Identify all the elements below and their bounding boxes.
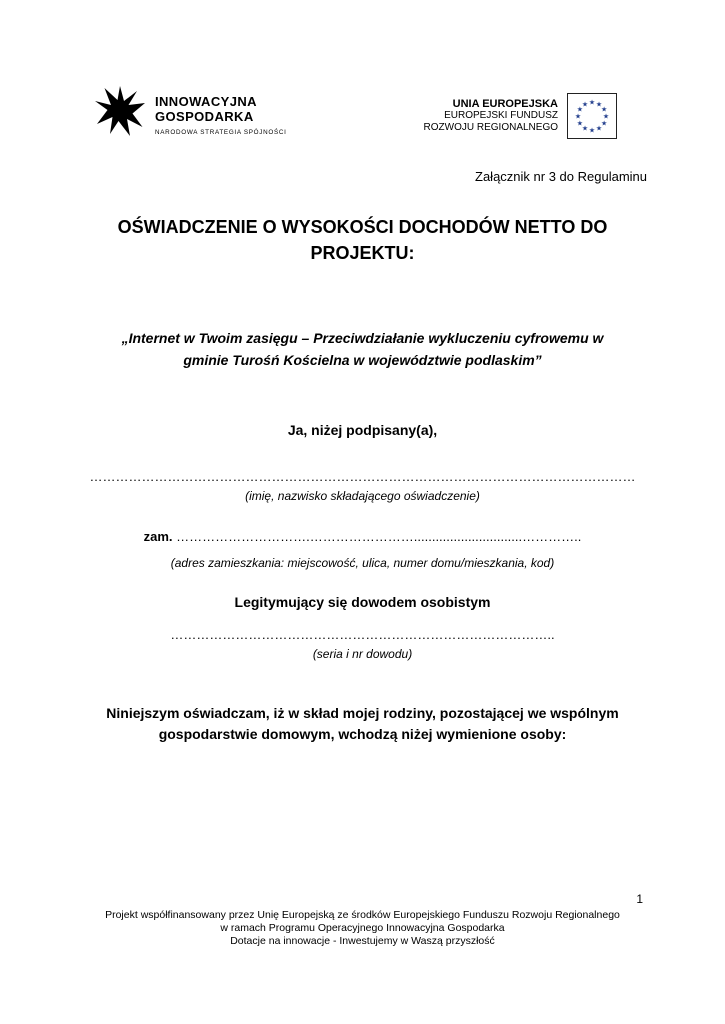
id-fill-line: …………………………………………………………………………….. (170, 627, 555, 642)
address-caption: (adres zamieszkania: miejscowość, ulica, numer domu/mieszkania, kod) (170, 556, 555, 570)
document-title-wrap (0, 214, 725, 266)
eu-logo-line3: ROZWOJU REGIONALNEGO (423, 122, 558, 133)
eu-logo (424, 93, 617, 139)
left-logo-text (155, 86, 287, 136)
eu-flag-icon (567, 93, 617, 139)
svg-text:★: ★ (574, 112, 582, 121)
svg-text:★: ★ (595, 100, 603, 109)
statement-text: Niniejszym oświadczam, iż w skład mojej rodziny, pozostającej we wspólnym gospodarstwie domowym, wchodzą niżej wymienione osoby: (106, 705, 619, 742)
svg-text:★: ★ (581, 100, 589, 109)
page-number: 1 (636, 892, 643, 906)
statement-wrap (0, 703, 725, 745)
eu-logo-line2: EUROPEJSKI FUNDUSZ (444, 110, 558, 121)
address-fill-line: ………………………….……………………..............................………….. (172, 529, 582, 544)
svg-text:★: ★ (576, 105, 584, 114)
svg-text:★: ★ (595, 124, 603, 133)
left-logo-line3: NARODOWA STRATEGIA SPÓJNOŚCI (155, 129, 287, 136)
name-caption: (imię, nazwisko składającego oświadczenie) (245, 489, 480, 503)
svg-text:★: ★ (600, 119, 608, 128)
svg-text:★: ★ (588, 126, 596, 135)
eu-logo-line1: UNIA EUROPEJSKA (452, 98, 558, 110)
address-row (0, 529, 725, 544)
svg-text:★: ★ (588, 98, 596, 107)
footer (0, 909, 725, 948)
id-heading: Legitymujący się dowodem osobistym (234, 594, 491, 610)
document-title: OŚWIADCZENIE O WYSOKOŚCI DOCHODÓW NETTO DO PROJEKTU: (117, 217, 608, 263)
svg-text:★: ★ (581, 124, 589, 133)
left-logo-line1: INNOWACYJNA (155, 94, 257, 109)
name-fill-line: ……………………………………………………………………………………………………………… (89, 469, 636, 484)
footer-line2: w ramach Programu Operacyjnego Innowacyjna Gospodarka (220, 922, 505, 934)
project-title-wrap (0, 327, 725, 371)
svg-text:★: ★ (600, 105, 608, 114)
eu-logo-text (424, 93, 558, 134)
svg-text:★: ★ (602, 112, 610, 121)
svg-text:★: ★ (576, 119, 584, 128)
address-label: zam. (143, 529, 173, 544)
id-caption: (seria i nr dowodu) (312, 647, 413, 661)
declaration-intro: Ja, niżej podpisany(a), (287, 422, 438, 438)
innowacyjna-gospodarka-emblem-icon (95, 86, 145, 136)
attachment-note: Załącznik nr 3 do Regulaminu (475, 169, 647, 184)
footer-line3: Dotacje na innowacje - Inwestujemy w Waszą przyszłość (230, 935, 495, 947)
footer-line1: Projekt współfinansowany przez Unię Europejską ze środków Europejskiego Funduszu Rozwoju Regionalnego (105, 909, 620, 921)
project-title: „Internet w Twoim zasięgu – Przeciwdziałanie wykluczeniu cyfrowemu w gminie Turośń Kościelna w województwie podlaskim” (121, 330, 604, 368)
left-logo-line2: GOSPODARKA (155, 109, 254, 124)
innowacyjna-gospodarka-logo (95, 86, 287, 136)
